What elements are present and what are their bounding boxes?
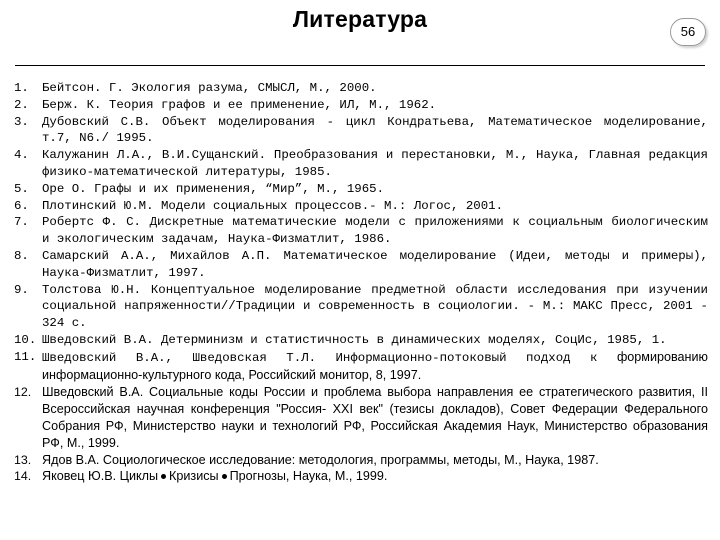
item-number: 14. [14,469,32,484]
item-text: Бейтсон. Г. Экология разума, СМЫСЛ, М., 2000. [42,81,377,95]
item-text: Ядов В.А. Социологическое исследование: методология, программы, методы, М., Наука, 1987. [42,452,599,467]
item-number: 13. [14,452,32,467]
item-text: Шведовский В.А., Шведовская Т.Л. Информационно-потоковый подход к [42,350,617,365]
list-item [14,332,708,349]
item-number: 2. [14,97,29,112]
item-number: 8. [14,248,29,263]
item-number: 5. [14,181,29,196]
list-item [14,181,708,198]
item-text: Робертс Ф. С. Дискретные математические модели с приложениями к социальным биологическим и экологическим задачам, Наука-Физматлит, 1986. [42,215,708,247]
item-text-continuation: формированию информационно-культурного кода, Российский монитор, 8, 1997. [42,349,708,382]
item-number: 10. [14,332,37,347]
bullet-icon [222,474,227,479]
item-text: Берж. К. Теория графов и ее применение, ИЛ, М., 1962. [42,97,437,112]
list-item [14,248,708,282]
page-number-badge: 56 [670,18,706,46]
item-number: 6. [14,198,29,213]
item-number: 4. [14,148,29,163]
item-number: 12. [14,385,32,400]
item-text: Шведовский В.А. Детерминизм и статистичность в динамических моделях, СоцИс, 1985, 1. [42,332,667,347]
list-item [14,468,708,485]
item-text: Прогнозы, Наука, М., 1999. [229,469,388,484]
item-number: 9. [14,282,29,297]
list-item [14,282,708,332]
item-text: Толстова Ю.Н. Концептуальное моделирование предметной области исследования при изучении социальной напряженности//Традиции и современность в социологии. - М.: МАКС Пресс, 2001 - 324 с. [42,282,708,331]
item-number: 11. [14,349,37,364]
title-divider [15,65,705,66]
list-item [14,114,708,148]
item-text: Дубовский С.В. Объект моделирования - цикл Кондратьева, Математическое моделирование, т.7, N6./ 1995. [42,114,708,146]
list-item [14,384,708,451]
item-number: 3. [14,114,29,129]
list-item [14,97,708,114]
list-item [14,214,708,248]
list-item [14,349,708,385]
item-number: 1. [14,81,29,95]
reference-list [14,80,708,485]
item-number: 7. [14,215,29,230]
page-title: Литература [292,6,428,32]
item-text: Самарский А.А., Михайлов А.П. Математическое моделирование (Идеи, методы и примеры), Наука-Физматлит, 1997. [42,248,708,280]
list-item [14,198,708,215]
bullet-icon [161,474,166,479]
item-text: Оре О. Графы и их применения, “Мир”, М., 1965. [42,181,385,196]
item-text: Шведовский В.А. Социальные коды России и проблема выбора направления ее стратегического развития, II Всероссийская научная конференция "Россия- XXI век" (тезисы докладов), Совет Федерации Федерального Собрания РФ, Министерство науки и технологий РФ, Российская Академия Наук, Министерство образования РФ, М., 1999. [42,385,708,450]
item-text: Яковец Ю.В. Циклы [42,469,159,484]
item-text: Кризисы [169,469,219,484]
list-item [14,80,708,97]
item-text: Калужанин Л.А., В.И.Сущанский. Преобразования и перестановки, М., Наука, Главная редакция физико-математической литературы, 1985. [42,148,708,179]
list-item [14,147,708,181]
item-text: Плотинский Ю.М. Модели социальных процессов.- М.: Логос, 2001. [42,198,504,213]
list-item [14,452,708,469]
